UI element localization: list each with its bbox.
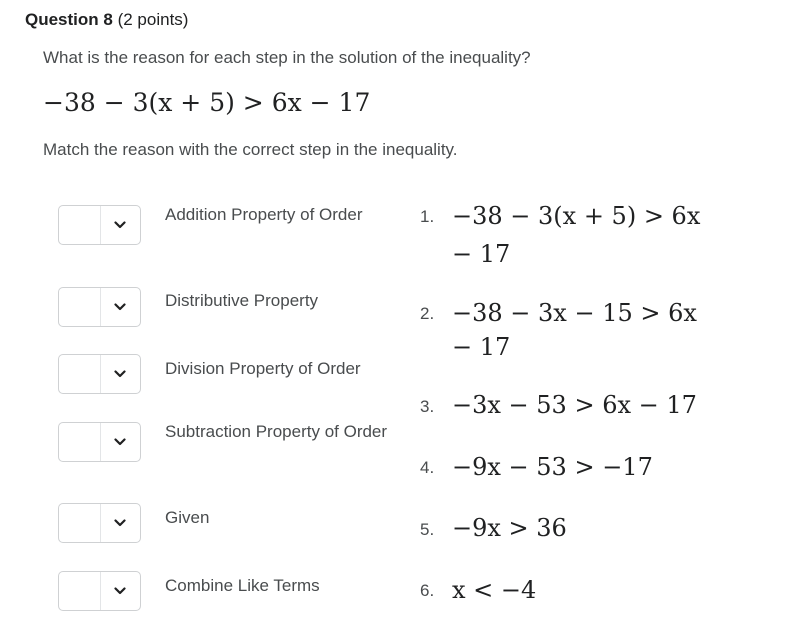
step-number-4: 4. <box>420 458 435 477</box>
step-line: −38 − 3(x + 5) > 6x <box>452 202 701 230</box>
reason-select-1[interactable] <box>58 205 141 245</box>
chevron-down-icon[interactable] <box>100 572 140 610</box>
chevron-down-icon[interactable] <box>100 423 140 461</box>
reason-label-2: Distributive Property <box>165 291 319 310</box>
step-number-3: 3. <box>420 397 435 416</box>
step-expression-5: −9x > 36 <box>452 514 567 542</box>
question-header <box>25 10 188 30</box>
reason-label-5: Given <box>165 508 210 527</box>
reason-label-3: Division Property of Order <box>165 359 361 378</box>
chevron-down-icon[interactable] <box>100 504 140 542</box>
reason-label-1: Addition Property of Order <box>165 205 363 224</box>
reason-label-4: Subtraction Property of Order <box>165 422 388 441</box>
reason-select-5[interactable] <box>58 503 141 543</box>
step-expression-4: −9x − 53 > −17 <box>452 453 653 481</box>
chevron-down-icon[interactable] <box>100 206 140 244</box>
step-number-6: 6. <box>420 581 435 600</box>
step-expression-2 <box>452 296 697 364</box>
inequality-given: −38 − 3(x + 5) > 6x − 17 <box>43 88 371 117</box>
reason-select-3[interactable] <box>58 354 141 394</box>
step-number-1: 1. <box>420 207 435 226</box>
chevron-down-icon[interactable] <box>100 288 140 326</box>
step-number-2: 2. <box>420 304 435 323</box>
step-expression-6: x < −4 <box>452 576 537 604</box>
reason-select-6[interactable] <box>58 571 141 611</box>
question-prompt: What is the reason for each step in the solution of the inequality? <box>43 48 531 67</box>
step-line-continued: − 17 <box>452 333 511 361</box>
step-expression-3: −3x − 53 > 6x − 17 <box>452 391 697 419</box>
question-title: Question 8 <box>25 10 113 29</box>
reason-select-2[interactable] <box>58 287 141 327</box>
step-line-continued: − 17 <box>452 240 511 268</box>
reason-label-6: Combine Like Terms <box>165 576 320 595</box>
chevron-down-icon[interactable] <box>100 355 140 393</box>
step-number-5: 5. <box>420 520 435 539</box>
question-points: (2 points) <box>117 10 189 29</box>
step-line: −38 − 3x − 15 > 6x <box>452 299 697 327</box>
match-instruction: Match the reason with the correct step in the inequality. <box>43 140 458 159</box>
step-expression-1 <box>452 199 700 271</box>
reason-select-4[interactable] <box>58 422 141 462</box>
